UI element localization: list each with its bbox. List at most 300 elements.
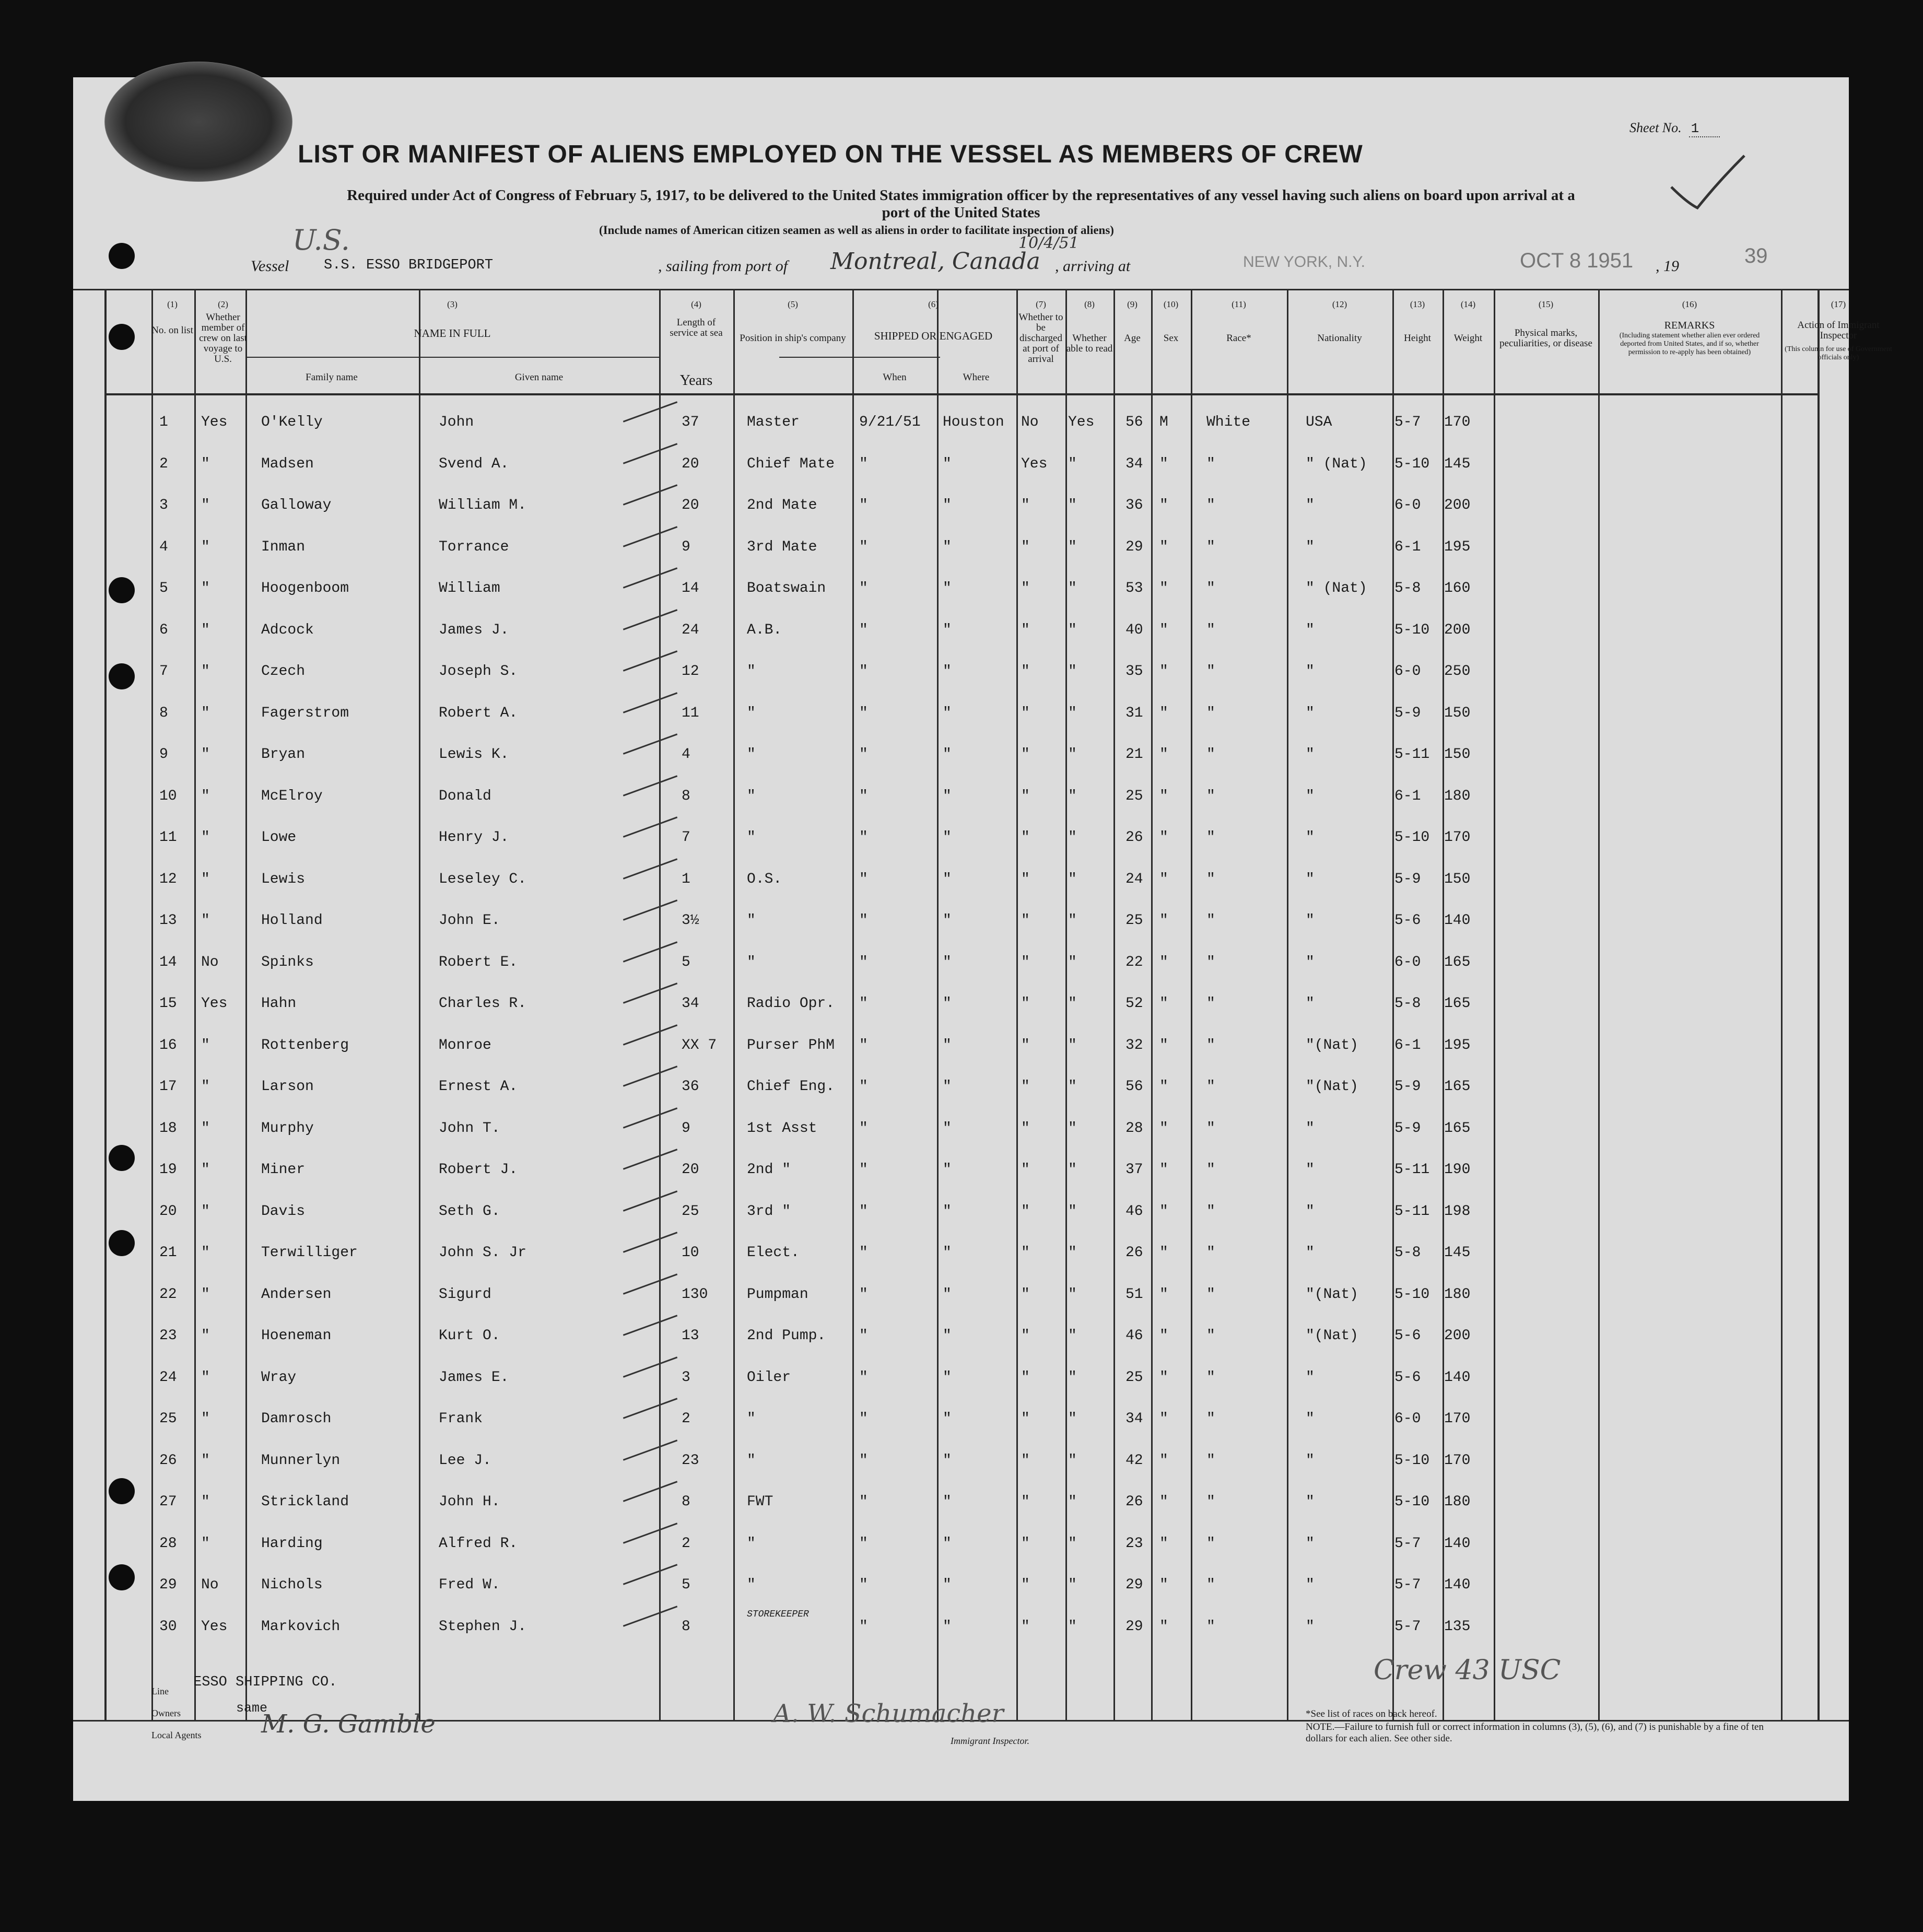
include-note: (Include names of American citizen seamen as well as aliens in order to facilitate inspection of aliens) xyxy=(599,224,1114,237)
age-cell: 25 xyxy=(1125,788,1143,804)
able-to-read-cell: " xyxy=(1068,1577,1077,1593)
able-to-read-cell: " xyxy=(1068,954,1077,970)
discharged-cell: " xyxy=(1021,1079,1030,1095)
position-cell: " xyxy=(747,954,756,970)
given-name-cell: William xyxy=(439,580,500,596)
height-cell: 5-7 xyxy=(1394,1535,1421,1552)
tally-mark-icon xyxy=(623,609,677,630)
row-number: 6 xyxy=(159,622,168,638)
able-to-read-cell: " xyxy=(1068,1535,1077,1552)
row-number: 1 xyxy=(159,414,168,430)
given-name-cell: Lewis K. xyxy=(439,746,509,763)
sex-cell: " xyxy=(1159,829,1168,846)
col-4-number: (4) xyxy=(691,299,701,309)
col-where-header: Where xyxy=(963,372,990,383)
given-name-cell: Seth G. xyxy=(439,1203,500,1220)
tally-mark-icon xyxy=(623,1024,677,1045)
years-cell: 8 xyxy=(682,1618,690,1635)
age-cell: 26 xyxy=(1125,829,1143,846)
age-cell: 46 xyxy=(1125,1203,1143,1220)
col-prev-voyage-header: Whether member of crew on last voyage to U.S. xyxy=(199,312,247,365)
years-cell: 20 xyxy=(682,455,699,472)
age-cell: 25 xyxy=(1125,1369,1143,1386)
nationality-cell: " xyxy=(1306,996,1315,1012)
race-cell: " xyxy=(1206,663,1215,680)
able-to-read-cell: " xyxy=(1068,538,1077,555)
nationality-cell: " (Nat) xyxy=(1306,580,1367,596)
nationality-cell: " xyxy=(1306,1162,1315,1178)
shipped-when-cell: " xyxy=(859,622,868,638)
years-cell: 12 xyxy=(682,663,699,680)
inspector-signature: A. W. Schumacher xyxy=(773,1699,1004,1728)
weight-cell: 150 xyxy=(1444,705,1471,721)
given-name-cell: Robert A. xyxy=(439,705,518,721)
tally-mark-icon xyxy=(623,816,677,837)
inspector-label: Immigrant Inspector. xyxy=(951,1736,1029,1746)
column-rule xyxy=(104,289,107,1720)
shipped-when-cell: " xyxy=(859,871,868,887)
given-name-cell: Lee J. xyxy=(439,1452,491,1469)
position-cell: Radio Opr. xyxy=(747,996,835,1012)
weight-cell: 165 xyxy=(1444,954,1471,970)
col-name-header: NAME IN FULL xyxy=(414,327,491,339)
race-cell: " xyxy=(1206,1369,1215,1386)
able-to-read-cell: " xyxy=(1068,788,1077,804)
given-name-cell: Alfred R. xyxy=(439,1535,518,1552)
checkmark-icon xyxy=(1666,150,1750,213)
given-name-cell: John H. xyxy=(439,1494,500,1510)
nationality-cell: " xyxy=(1306,746,1315,763)
column-rule xyxy=(733,289,735,1720)
race-cell: " xyxy=(1206,829,1215,846)
row-number: 27 xyxy=(159,1494,177,1510)
shipped-where-cell: " xyxy=(943,1203,952,1220)
shipped-when-cell: " xyxy=(859,1411,868,1427)
discharged-cell: " xyxy=(1021,954,1030,970)
height-cell: 6-0 xyxy=(1394,1411,1421,1427)
weight-cell: 198 xyxy=(1444,1203,1471,1220)
column-rule xyxy=(1113,289,1115,1720)
tally-mark-icon xyxy=(623,484,677,505)
race-cell: " xyxy=(1206,1286,1215,1303)
shipped-when-cell: " xyxy=(859,1120,868,1137)
shipped-when-cell: " xyxy=(859,1203,868,1220)
row-number: 29 xyxy=(159,1577,177,1593)
nationality-cell: " xyxy=(1306,829,1315,846)
years-cell: XX 7 xyxy=(682,1037,717,1053)
position-cell: " xyxy=(747,1411,756,1427)
col-remarks-subheader: (Including statement whether alien ever ordered deported from United States, and if so, whether permission to re-apply has been obtained) xyxy=(1619,332,1760,356)
row-number: 30 xyxy=(159,1618,177,1635)
age-cell: 32 xyxy=(1125,1037,1143,1053)
shipped-when-cell: " xyxy=(859,996,868,1012)
age-cell: 35 xyxy=(1125,663,1143,680)
able-to-read-cell: " xyxy=(1068,1494,1077,1510)
race-cell: " xyxy=(1206,1328,1215,1344)
years-cell: 34 xyxy=(682,996,699,1012)
years-cell: 23 xyxy=(682,1452,699,1469)
shipped-where-cell: " xyxy=(943,1494,952,1510)
position-cell: Elect. xyxy=(747,1245,800,1261)
age-cell: 36 xyxy=(1125,497,1143,513)
nationality-cell: " xyxy=(1306,1203,1315,1220)
weight-cell: 170 xyxy=(1444,1411,1471,1427)
able-to-read-cell: " xyxy=(1068,663,1077,680)
weight-cell: 200 xyxy=(1444,622,1471,638)
height-cell: 6-1 xyxy=(1394,788,1421,804)
family-name-cell: Madsen xyxy=(261,455,314,472)
race-cell: " xyxy=(1206,1162,1215,1178)
shipped-where-cell: " xyxy=(943,455,952,472)
shipped-when-cell: " xyxy=(859,1079,868,1095)
header-bottom-rule xyxy=(104,393,1818,395)
age-cell: 37 xyxy=(1125,1162,1143,1178)
shipped-when-cell: " xyxy=(859,705,868,721)
years-cell: 5 xyxy=(682,1577,690,1593)
prev-voyage-cell: " xyxy=(201,580,210,596)
weight-cell: 200 xyxy=(1444,1328,1471,1344)
position-cell: Chief Eng. xyxy=(747,1079,835,1095)
arriving-port-stamp: NEW YORK, N.Y. xyxy=(1243,253,1365,271)
nationality-cell: " xyxy=(1306,1369,1315,1386)
family-name-cell: Nichols xyxy=(261,1577,323,1593)
years-cell: 2 xyxy=(682,1411,690,1427)
height-cell: 5-10 xyxy=(1394,1452,1430,1469)
col-13-number: (13) xyxy=(1410,299,1425,309)
race-cell: " xyxy=(1206,1577,1215,1593)
given-name-cell: Donald xyxy=(439,788,491,804)
weight-cell: 250 xyxy=(1444,663,1471,680)
column-rule xyxy=(151,289,153,1720)
prev-voyage-cell: " xyxy=(201,497,210,513)
tally-mark-icon xyxy=(623,526,677,547)
shipped-where-cell: " xyxy=(943,746,952,763)
able-to-read-cell: " xyxy=(1068,497,1077,513)
family-name-cell: Spinks xyxy=(261,954,314,970)
col-height-header: Height xyxy=(1404,333,1431,344)
col-remarks-header: REMARKS xyxy=(1664,320,1715,331)
shipped-when-cell: " xyxy=(859,788,868,804)
height-cell: 6-1 xyxy=(1394,1037,1421,1053)
position-cell: Pumpman xyxy=(747,1286,808,1303)
row-number: 16 xyxy=(159,1037,177,1053)
race-cell: " xyxy=(1206,912,1215,929)
family-name-cell: Harding xyxy=(261,1535,323,1552)
height-cell: 5-11 xyxy=(1394,1162,1430,1178)
sex-cell: M xyxy=(1159,414,1168,430)
prev-voyage-cell: " xyxy=(201,1037,210,1053)
nationality-cell: "(Nat) xyxy=(1306,1079,1358,1095)
shipped-when-cell: " xyxy=(859,1162,868,1178)
years-cell: 5 xyxy=(682,954,690,970)
col-no-header: No. on list xyxy=(151,325,193,336)
family-name-cell: Markovich xyxy=(261,1618,341,1635)
corner-number: 39 xyxy=(1744,244,1768,267)
prev-voyage-cell: " xyxy=(201,1369,210,1386)
given-name-cell: William M. xyxy=(439,497,527,513)
years-cell: 8 xyxy=(682,788,690,804)
able-to-read-cell: " xyxy=(1068,912,1077,929)
discharged-cell: " xyxy=(1021,1286,1030,1303)
years-cell: 11 xyxy=(682,705,699,721)
able-to-read-cell: " xyxy=(1068,1411,1077,1427)
binder-hole-icon xyxy=(109,1230,135,1256)
weight-cell: 140 xyxy=(1444,1535,1471,1552)
discharged-cell: " xyxy=(1021,1577,1030,1593)
owners-label: Owners xyxy=(151,1708,181,1718)
nationality-cell: " xyxy=(1306,1577,1315,1593)
years-cell: 3½ xyxy=(682,912,699,929)
height-cell: 5-8 xyxy=(1394,580,1421,596)
penalty-note: NOTE.—Failure to furnish full or correct information in columns (3), (5), (6), and (7) is punishable by a fine of ten dollars for each alien. See other side. xyxy=(1306,1722,1764,1744)
able-to-read-cell: " xyxy=(1068,829,1077,846)
line-value: ESSO SHIPPING CO. xyxy=(193,1675,337,1690)
row-number: 21 xyxy=(159,1245,177,1261)
given-name-cell: Torrance xyxy=(439,538,509,555)
tally-mark-icon xyxy=(623,982,677,1003)
row-number: 28 xyxy=(159,1535,177,1552)
years-cell: 13 xyxy=(682,1328,699,1344)
height-cell: 6-0 xyxy=(1394,954,1421,970)
weight-cell: 165 xyxy=(1444,996,1471,1012)
shipped-when-cell: " xyxy=(859,538,868,555)
shipped-when-cell: " xyxy=(859,497,868,513)
family-name-cell: Miner xyxy=(261,1162,306,1178)
sex-cell: " xyxy=(1159,1120,1168,1137)
nationality-cell: " xyxy=(1306,954,1315,970)
row-number: 15 xyxy=(159,996,177,1012)
prev-voyage-cell: Yes xyxy=(201,996,228,1012)
discharged-cell: " xyxy=(1021,1411,1030,1427)
discharged-cell: Yes xyxy=(1021,455,1048,472)
row-number: 8 xyxy=(159,705,168,721)
col-12-number: (12) xyxy=(1332,299,1347,309)
nationality-cell: " xyxy=(1306,497,1315,513)
tally-mark-icon xyxy=(623,1606,677,1626)
height-cell: 5-10 xyxy=(1394,455,1430,472)
shipped-when-cell: " xyxy=(859,954,868,970)
column-rule xyxy=(1781,289,1783,1720)
able-to-read-cell: " xyxy=(1068,1245,1077,1261)
sex-cell: " xyxy=(1159,788,1168,804)
family-name-cell: Murphy xyxy=(261,1120,314,1137)
col-5-number: (5) xyxy=(788,299,798,309)
given-name-cell: Sigurd xyxy=(439,1286,491,1303)
nationality-cell: " xyxy=(1306,663,1315,680)
col-family-header: Family name xyxy=(306,372,358,383)
prev-voyage-cell: " xyxy=(201,1328,210,1344)
race-cell: " xyxy=(1206,622,1215,638)
shipped-when-cell: " xyxy=(859,1369,868,1386)
able-to-read-cell: " xyxy=(1068,580,1077,596)
weight-cell: 200 xyxy=(1444,497,1471,513)
discharged-cell: " xyxy=(1021,1120,1030,1137)
weight-cell: 135 xyxy=(1444,1618,1471,1635)
shipped-where-cell: " xyxy=(943,788,952,804)
shipped-where-cell: " xyxy=(943,705,952,721)
race-cell: " xyxy=(1206,1411,1215,1427)
row-number: 20 xyxy=(159,1203,177,1220)
shipped-where-cell: " xyxy=(943,1245,952,1261)
column-rule xyxy=(1065,289,1067,1720)
weight-cell: 140 xyxy=(1444,1369,1471,1386)
sex-cell: " xyxy=(1159,1535,1168,1552)
col-10-number: (10) xyxy=(1163,299,1179,309)
race-cell: " xyxy=(1206,580,1215,596)
position-cell: " xyxy=(747,1577,756,1593)
position-cell: " xyxy=(747,663,756,680)
discharged-cell: " xyxy=(1021,788,1030,804)
race-cell: " xyxy=(1206,455,1215,472)
binder-hole-icon xyxy=(109,1145,135,1171)
family-name-cell: Inman xyxy=(261,538,306,555)
sex-cell: " xyxy=(1159,1162,1168,1178)
nationality-cell: " xyxy=(1306,871,1315,887)
year-label: , 19 xyxy=(1656,257,1679,275)
family-name-cell: Rottenberg xyxy=(261,1037,349,1053)
family-name-cell: Munnerlyn xyxy=(261,1452,341,1469)
prev-voyage-cell: " xyxy=(201,538,210,555)
age-cell: 56 xyxy=(1125,414,1143,430)
nationality-cell: " xyxy=(1306,1494,1315,1510)
prev-voyage-cell: Yes xyxy=(201,414,228,430)
tally-mark-icon xyxy=(623,443,677,464)
sex-cell: " xyxy=(1159,1037,1168,1053)
able-to-read-cell: " xyxy=(1068,1079,1077,1095)
height-cell: 6-0 xyxy=(1394,497,1421,513)
able-to-read-cell: " xyxy=(1068,622,1077,638)
weight-cell: 195 xyxy=(1444,538,1471,555)
col-15-number: (15) xyxy=(1538,299,1554,309)
sheet-number xyxy=(1629,120,1720,136)
years-cell: 7 xyxy=(682,829,690,846)
shipped-when-cell: " xyxy=(859,1286,868,1303)
row-number: 12 xyxy=(159,871,177,887)
shipped-where-cell: " xyxy=(943,497,952,513)
years-cell: 4 xyxy=(682,746,690,763)
nationality-cell: USA xyxy=(1306,414,1332,430)
prev-voyage-cell: " xyxy=(201,912,210,929)
race-cell: " xyxy=(1206,788,1215,804)
discharged-cell: " xyxy=(1021,1162,1030,1178)
able-to-read-cell: " xyxy=(1068,705,1077,721)
tally-mark-icon xyxy=(623,1190,677,1211)
prev-voyage-cell: " xyxy=(201,1120,210,1137)
row-number: 24 xyxy=(159,1369,177,1386)
position-cell: Boatswain xyxy=(747,580,826,596)
prev-voyage-cell: " xyxy=(201,1535,210,1552)
family-name-cell: Wray xyxy=(261,1369,297,1386)
given-name-cell: Stephen J. xyxy=(439,1618,527,1635)
race-cell: " xyxy=(1206,746,1215,763)
race-cell: " xyxy=(1206,1245,1215,1261)
age-cell: 53 xyxy=(1125,580,1143,596)
shipped-subheader-rule xyxy=(779,357,940,358)
tally-mark-icon xyxy=(623,941,677,962)
weight-cell: 170 xyxy=(1444,1452,1471,1469)
shipped-when-cell: " xyxy=(859,1618,868,1635)
shipped-when-cell: 9/21/51 xyxy=(859,414,921,430)
years-cell: 2 xyxy=(682,1535,690,1552)
nationality-cell: " xyxy=(1306,1618,1315,1635)
age-cell: 40 xyxy=(1125,622,1143,638)
tally-mark-icon xyxy=(623,775,677,796)
sex-cell: " xyxy=(1159,1079,1168,1095)
years-cell: 9 xyxy=(682,1120,690,1137)
weight-cell: 150 xyxy=(1444,746,1471,763)
race-cell: " xyxy=(1206,1535,1215,1552)
shipped-when-cell: " xyxy=(859,1535,868,1552)
weight-cell: 180 xyxy=(1444,788,1471,804)
col-action-header: Action of Immigrant Inspector xyxy=(1797,320,1880,341)
years-cell: 130 xyxy=(682,1286,708,1303)
family-name-cell: Strickland xyxy=(261,1494,349,1510)
tally-mark-icon xyxy=(623,1398,677,1419)
shipped-where-cell: " xyxy=(943,1079,952,1095)
prev-voyage-cell: " xyxy=(201,622,210,638)
weight-cell: 180 xyxy=(1444,1286,1471,1303)
discharged-cell: " xyxy=(1021,1452,1030,1469)
height-cell: 6-1 xyxy=(1394,538,1421,555)
tally-mark-icon xyxy=(623,1315,677,1336)
tally-mark-icon xyxy=(623,1232,677,1252)
nationality-cell: " xyxy=(1306,705,1315,721)
discharged-cell: " xyxy=(1021,746,1030,763)
position-cell: " xyxy=(747,1452,756,1469)
years-cell: 1 xyxy=(682,871,690,887)
binder-hole-icon xyxy=(109,663,135,689)
prev-voyage-cell: Yes xyxy=(201,1618,228,1635)
row-number: 19 xyxy=(159,1162,177,1178)
given-name-cell: James J. xyxy=(439,622,509,638)
nationality-cell: "(Nat) xyxy=(1306,1328,1358,1344)
given-name-cell: Svend A. xyxy=(439,455,509,472)
age-cell: 31 xyxy=(1125,705,1143,721)
height-cell: 5-8 xyxy=(1394,996,1421,1012)
able-to-read-cell: " xyxy=(1068,1037,1077,1053)
given-name-cell: Leseley C. xyxy=(439,871,527,887)
col-11-number: (11) xyxy=(1232,299,1246,309)
given-name-cell: John S. Jr xyxy=(439,1245,527,1261)
name-subheader-rule xyxy=(245,357,659,358)
race-cell: " xyxy=(1206,705,1215,721)
sex-cell: " xyxy=(1159,912,1168,929)
weight-cell: 140 xyxy=(1444,1577,1471,1593)
able-to-read-cell: " xyxy=(1068,1328,1077,1344)
weight-cell: 140 xyxy=(1444,912,1471,929)
given-name-cell: Robert E. xyxy=(439,954,518,970)
shipped-where-cell: " xyxy=(943,871,952,887)
col-read-header: Whether able to read xyxy=(1066,333,1113,354)
row-number: 2 xyxy=(159,455,168,472)
sailing-label: , sailing from port of xyxy=(658,257,788,275)
discharged-cell: " xyxy=(1021,580,1030,596)
given-name-cell: John E. xyxy=(439,912,500,929)
discharged-cell: " xyxy=(1021,996,1030,1012)
discharged-cell: " xyxy=(1021,663,1030,680)
given-name-cell: Monroe xyxy=(439,1037,491,1053)
sailing-port: Montreal, Canada xyxy=(830,248,1040,275)
sex-cell: " xyxy=(1159,1203,1168,1220)
position-cell: 2nd Pump. xyxy=(747,1328,826,1344)
tally-mark-icon xyxy=(623,858,677,879)
shipped-where-cell: " xyxy=(943,1452,952,1469)
shipped-where-cell: " xyxy=(943,1162,952,1178)
race-cell: " xyxy=(1206,1494,1215,1510)
shipped-when-cell: " xyxy=(859,580,868,596)
discharged-cell: " xyxy=(1021,622,1030,638)
years-cell: 8 xyxy=(682,1494,690,1510)
